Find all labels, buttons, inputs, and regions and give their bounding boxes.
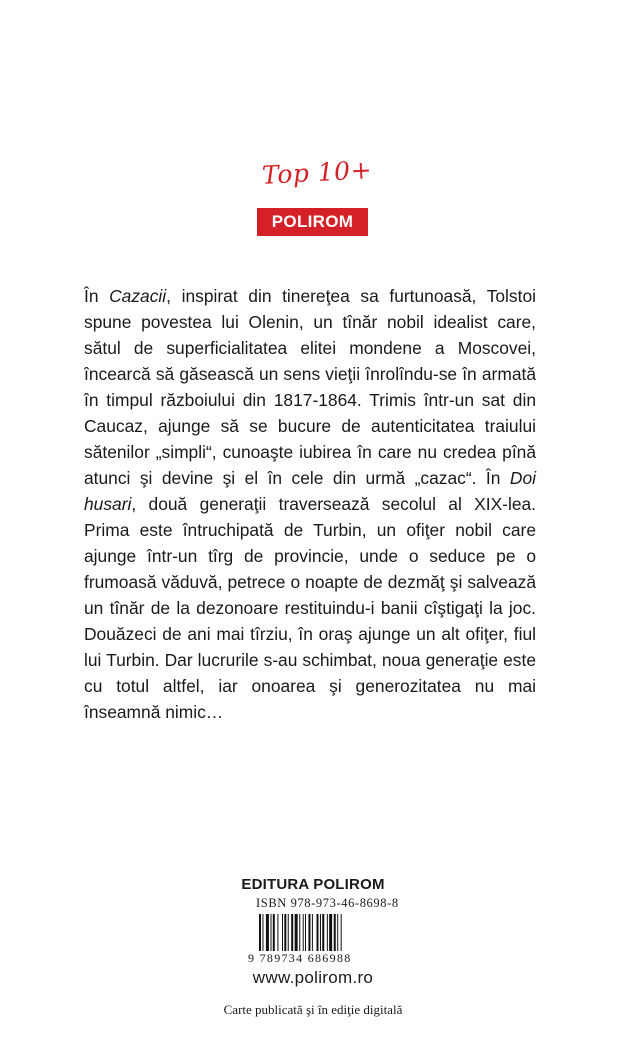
isbn-text: ISBN 978-973-46-8698-8 [256,896,399,910]
series-logo: Top 10+ [261,155,373,190]
website-url: www.polirom.ro [252,968,374,987]
barcode-digits: 9 789734 686988 [248,951,352,965]
book-title-cazacii: Cazacii [109,286,167,306]
description-paragraph [84,283,536,725]
barcode-icon [257,914,371,951]
book-title-doi-husari: Doi husari [84,468,536,514]
book-description [84,283,536,725]
text-segment: , inspirat din tinereţea sa furtunoasă, Tolstoi spune povestea lui Olenin, un tînăr nobil idealist care, sătul de superficialitatea elitei mondene a Moscovei, încearcă să găsească un sens vieţii înrolîndu-se în armată în timpul războiului din 1817-1864. Trimis într-un sat din Caucaz, ajunge să se bucure de autenticitatea traiului sătenilor „simpli“, cunoaşte iubirea în care nu credea pînă atunci şi devine şi el în cele din urmă „cazac“. În [84,286,536,488]
publisher-logo-badge: POLIROM [257,208,368,236]
digital-edition-note: Carte publicată şi în ediţie digitală [223,1002,403,1017]
publisher-name: EDITURA POLIROM [241,876,385,893]
text-segment: , două generaţii traversează secolul al XIX-lea. Prima este întruchipată de Turbin, un ofiţer nobil care ajunge într-un tîrg de provincie, unde o seduce pe o frumoasă văduvă, petrece o noapte de dezmăţ şi salvează un tînăr de la dezonoare restituindu-i banii cîştigaţi la joc. Douăzeci de ani mai tîrziu, în oraş ajunge un alt ofiţer, fiul lui Turbin. Dar lucrurile s-au schimbat, noua generaţie este cu totul altfel, iar onoarea şi generozitatea nu mai înseamnă nimic… [84,494,536,722]
text-segment: În [84,286,110,306]
